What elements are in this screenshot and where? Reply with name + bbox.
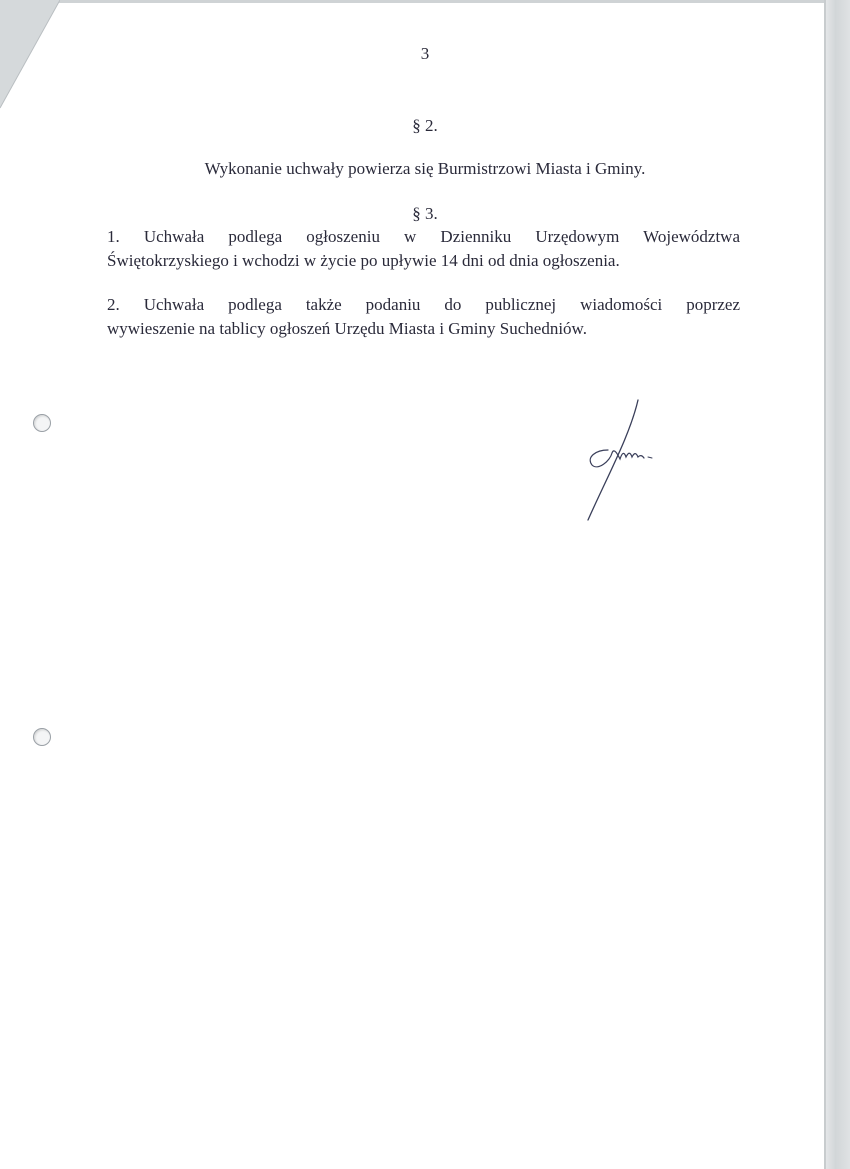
handwritten-signature	[578, 395, 668, 525]
section-2-text: Wykonanie uchwały powierza się Burmistrzowi Miasta i Gminy.	[204, 159, 646, 178]
paragraph-line: wywieszenie na tablicy ogłoszeń Urzędu Miasta i Gminy Suchedniów.	[107, 319, 587, 338]
paragraph-line: 1. Uchwała podlega ogłoszeniu w Dzienniku Urzędowym Województwa	[107, 227, 740, 246]
punch-hole	[33, 728, 51, 746]
paragraph-line: 2. Uchwała podlega także podaniu do publicznej wiadomości poprzez	[107, 295, 740, 314]
page-number: 3	[420, 44, 430, 63]
scan-edge-top	[0, 0, 850, 3]
paragraph-line: Świętokrzyskiego i wchodzi w życie po upływie 14 dni od dnia ogłoszenia.	[107, 251, 620, 270]
section-3-heading: § 3.	[412, 204, 438, 223]
section-3-paragraph-1	[107, 225, 740, 273]
section-3-paragraph-2	[107, 293, 740, 341]
section-2-heading: § 2.	[412, 116, 438, 135]
punch-hole	[33, 414, 51, 432]
